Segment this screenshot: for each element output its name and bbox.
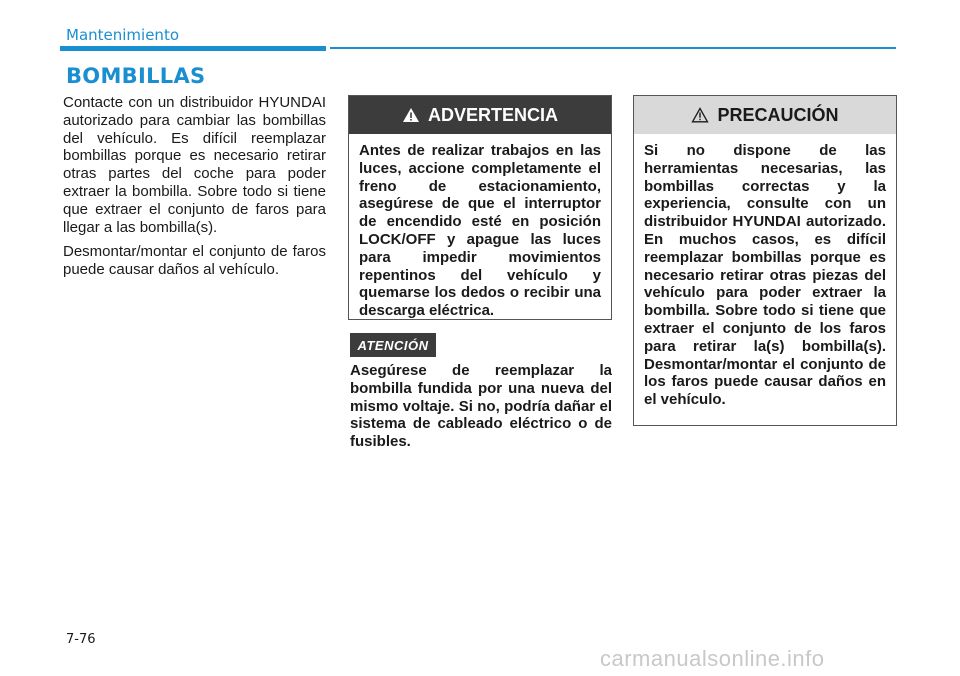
warning-triangle-outline-icon [691,107,709,123]
intro-text [63,94,326,286]
section-label: Mantenimiento [66,26,179,44]
intro-paragraph-1: Contacte con un distribuidor HYUNDAI autorizado para cambiar las bombillas del vehículo. Es difícil reemplazar bombillas porque es necesario retirar otras partes del coche para poder extraer la bombilla. Sobre todo si tiene que extraer el conjunto de faros para llegar a las bombilla(s). [63,94,326,236]
notice-text: Asegúrese de reemplazar la bombilla fundida por una nueva del mismo voltaje. Si no, podría dañar el sistema de cableado eléctrico o de fusibles. [350,362,612,451]
watermark: carmanualsonline.info [600,646,825,671]
caution-box [633,95,897,426]
caution-text: Si no dispone de las herramientas necesarias, las bombillas correctas y la experiencia, consulte con un distribuidor HYUNDAI autorizado. En muchos casos, es difícil reemplazar bombillas porque es necesario retirar otras piezas del vehículo para poder extraer la bombilla. Sobre todo si tiene que extraer el conjunto de los faros para retirar la(s) bombilla(s). Desmontar/montar el conjunto de los faros puede causar daños en el vehículo. [644,142,886,409]
notice-badge: ATENCIÓN [350,333,436,357]
caution-header [634,96,896,134]
warning-label: ADVERTENCIA [427,104,558,125]
intro-paragraph-2: Desmontar/montar el conjunto de faros puede causar daños al vehículo. [63,243,326,279]
header-rule-thin [330,47,896,49]
header-rule-thick [60,46,326,51]
page-number: 7-76 [66,632,96,647]
page-title: BOMBILLAS [66,64,206,88]
caution-label: PRECAUCIÓN [717,104,839,125]
warning-header [349,96,611,134]
warning-triangle-icon [402,107,420,123]
warning-box [348,95,612,320]
warning-text: Antes de realizar trabajos en las luces, accione completamente el freno de estacionamiento, asegúrese de que el interruptor de encendido esté en posición LOCK/OFF y apague las luces para impedir movimientos repentinos del vehículo y quemarse los dedos o recibir una descarga eléctrica. [359,142,601,320]
